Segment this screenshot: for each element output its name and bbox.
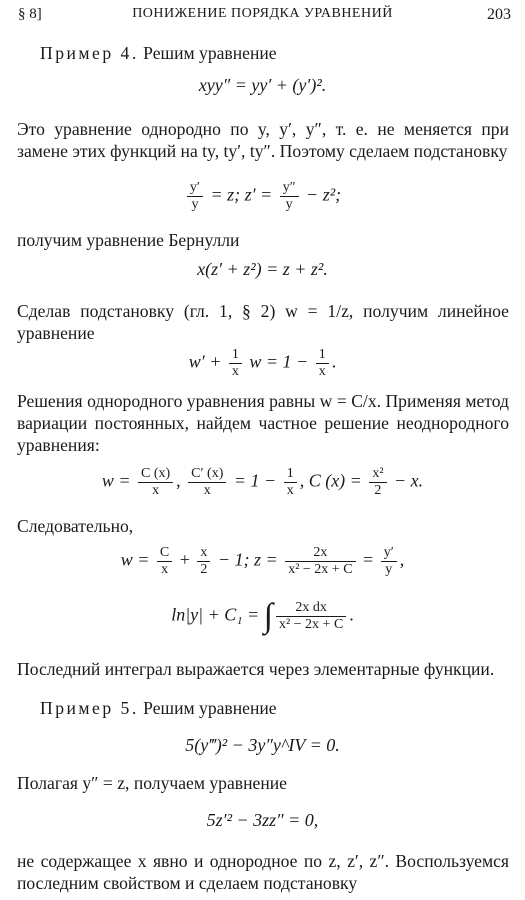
section-marker: § 8] xyxy=(18,6,42,22)
example4-intro: Решим уравнение xyxy=(143,43,277,63)
paragraph-substitution: Полагая y″ = z, получаем уравнение xyxy=(17,773,287,793)
substitution-equation: $\frac{y'}{y}$ = z; z′ = $\frac{y''}{y}$ − z²; xyxy=(0,180,525,213)
linear-equation: w′ + $\frac{1}{x}$ w = 1 − $\frac{1}{x}$ . xyxy=(188,347,337,379)
example5-equation2: 5z′² − 3zz″ = 0, xyxy=(206,810,319,830)
example4-equation: xyy″ = yy′ + (y′)². xyxy=(198,75,327,95)
bernoulli-equation: x(z′ + z²) = z + z². xyxy=(197,259,328,279)
example4-label: Пример 4. xyxy=(40,43,139,63)
paragraph-linear: Сделав подстановку (гл. 1, § 2) w = 1/z, получим линейное уравнение xyxy=(17,301,509,343)
particular-solution: w = $\frac{C (x)}{x}$ , $\frac{C' (x)}{x}$ = 1 − $\frac{1}{x}$ , C (x) = $\frac{\text{x²}}{2}$ − x. xyxy=(101,466,424,498)
paragraph-consequently: Следовательно, xyxy=(17,516,134,536)
example5-heading xyxy=(40,697,277,719)
example5-label: Пример 5. xyxy=(40,698,139,718)
example5-equation: 5(y‴)² − 3y″y^IV = 0. xyxy=(185,735,340,755)
page-number: 203 xyxy=(487,6,511,23)
paragraph-variation: Решения однородного уравнения равны w = C/x. Применяя метод вариации постоянных, найдем частное решение неоднородного уравнения: xyxy=(17,391,509,455)
solution-w-z: w = $\frac{C}{x}$ + $\frac{x}{2}$ − 1; z = $\frac{2x}{\text{x² − 2x + C}}$ = $\frac{y'}{y}$ , xyxy=(120,545,405,577)
paragraph-bernoulli: получим уравнение Бернулли xyxy=(17,230,240,250)
paragraph-elementary: Последний интеграл выражается через элементарные функции. xyxy=(17,659,495,679)
example4-heading xyxy=(40,42,277,64)
solution-integral: ln|y| + C₁ = ∫ $\frac{\text{2x dx}}{\text{x² − 2x + C}}$ . xyxy=(171,597,354,635)
running-title: ПОНИЖЕНИЕ ПОРЯДКА УРАВНЕНИЙ xyxy=(132,6,393,21)
paragraph-homogeneous-z: не содержащее x явно и однородное по z, z′, z″. Воспользуемся последним свойством и сделаем подстановку xyxy=(17,851,509,893)
paragraph-homogeneous: Это уравнение однородно по y, y′, y″, т. е. не меняется при замене этих функций на ty, ty′, ty″. Поэтому сделаем подстановку xyxy=(17,119,509,161)
example5-intro: Решим уравнение xyxy=(143,698,277,718)
